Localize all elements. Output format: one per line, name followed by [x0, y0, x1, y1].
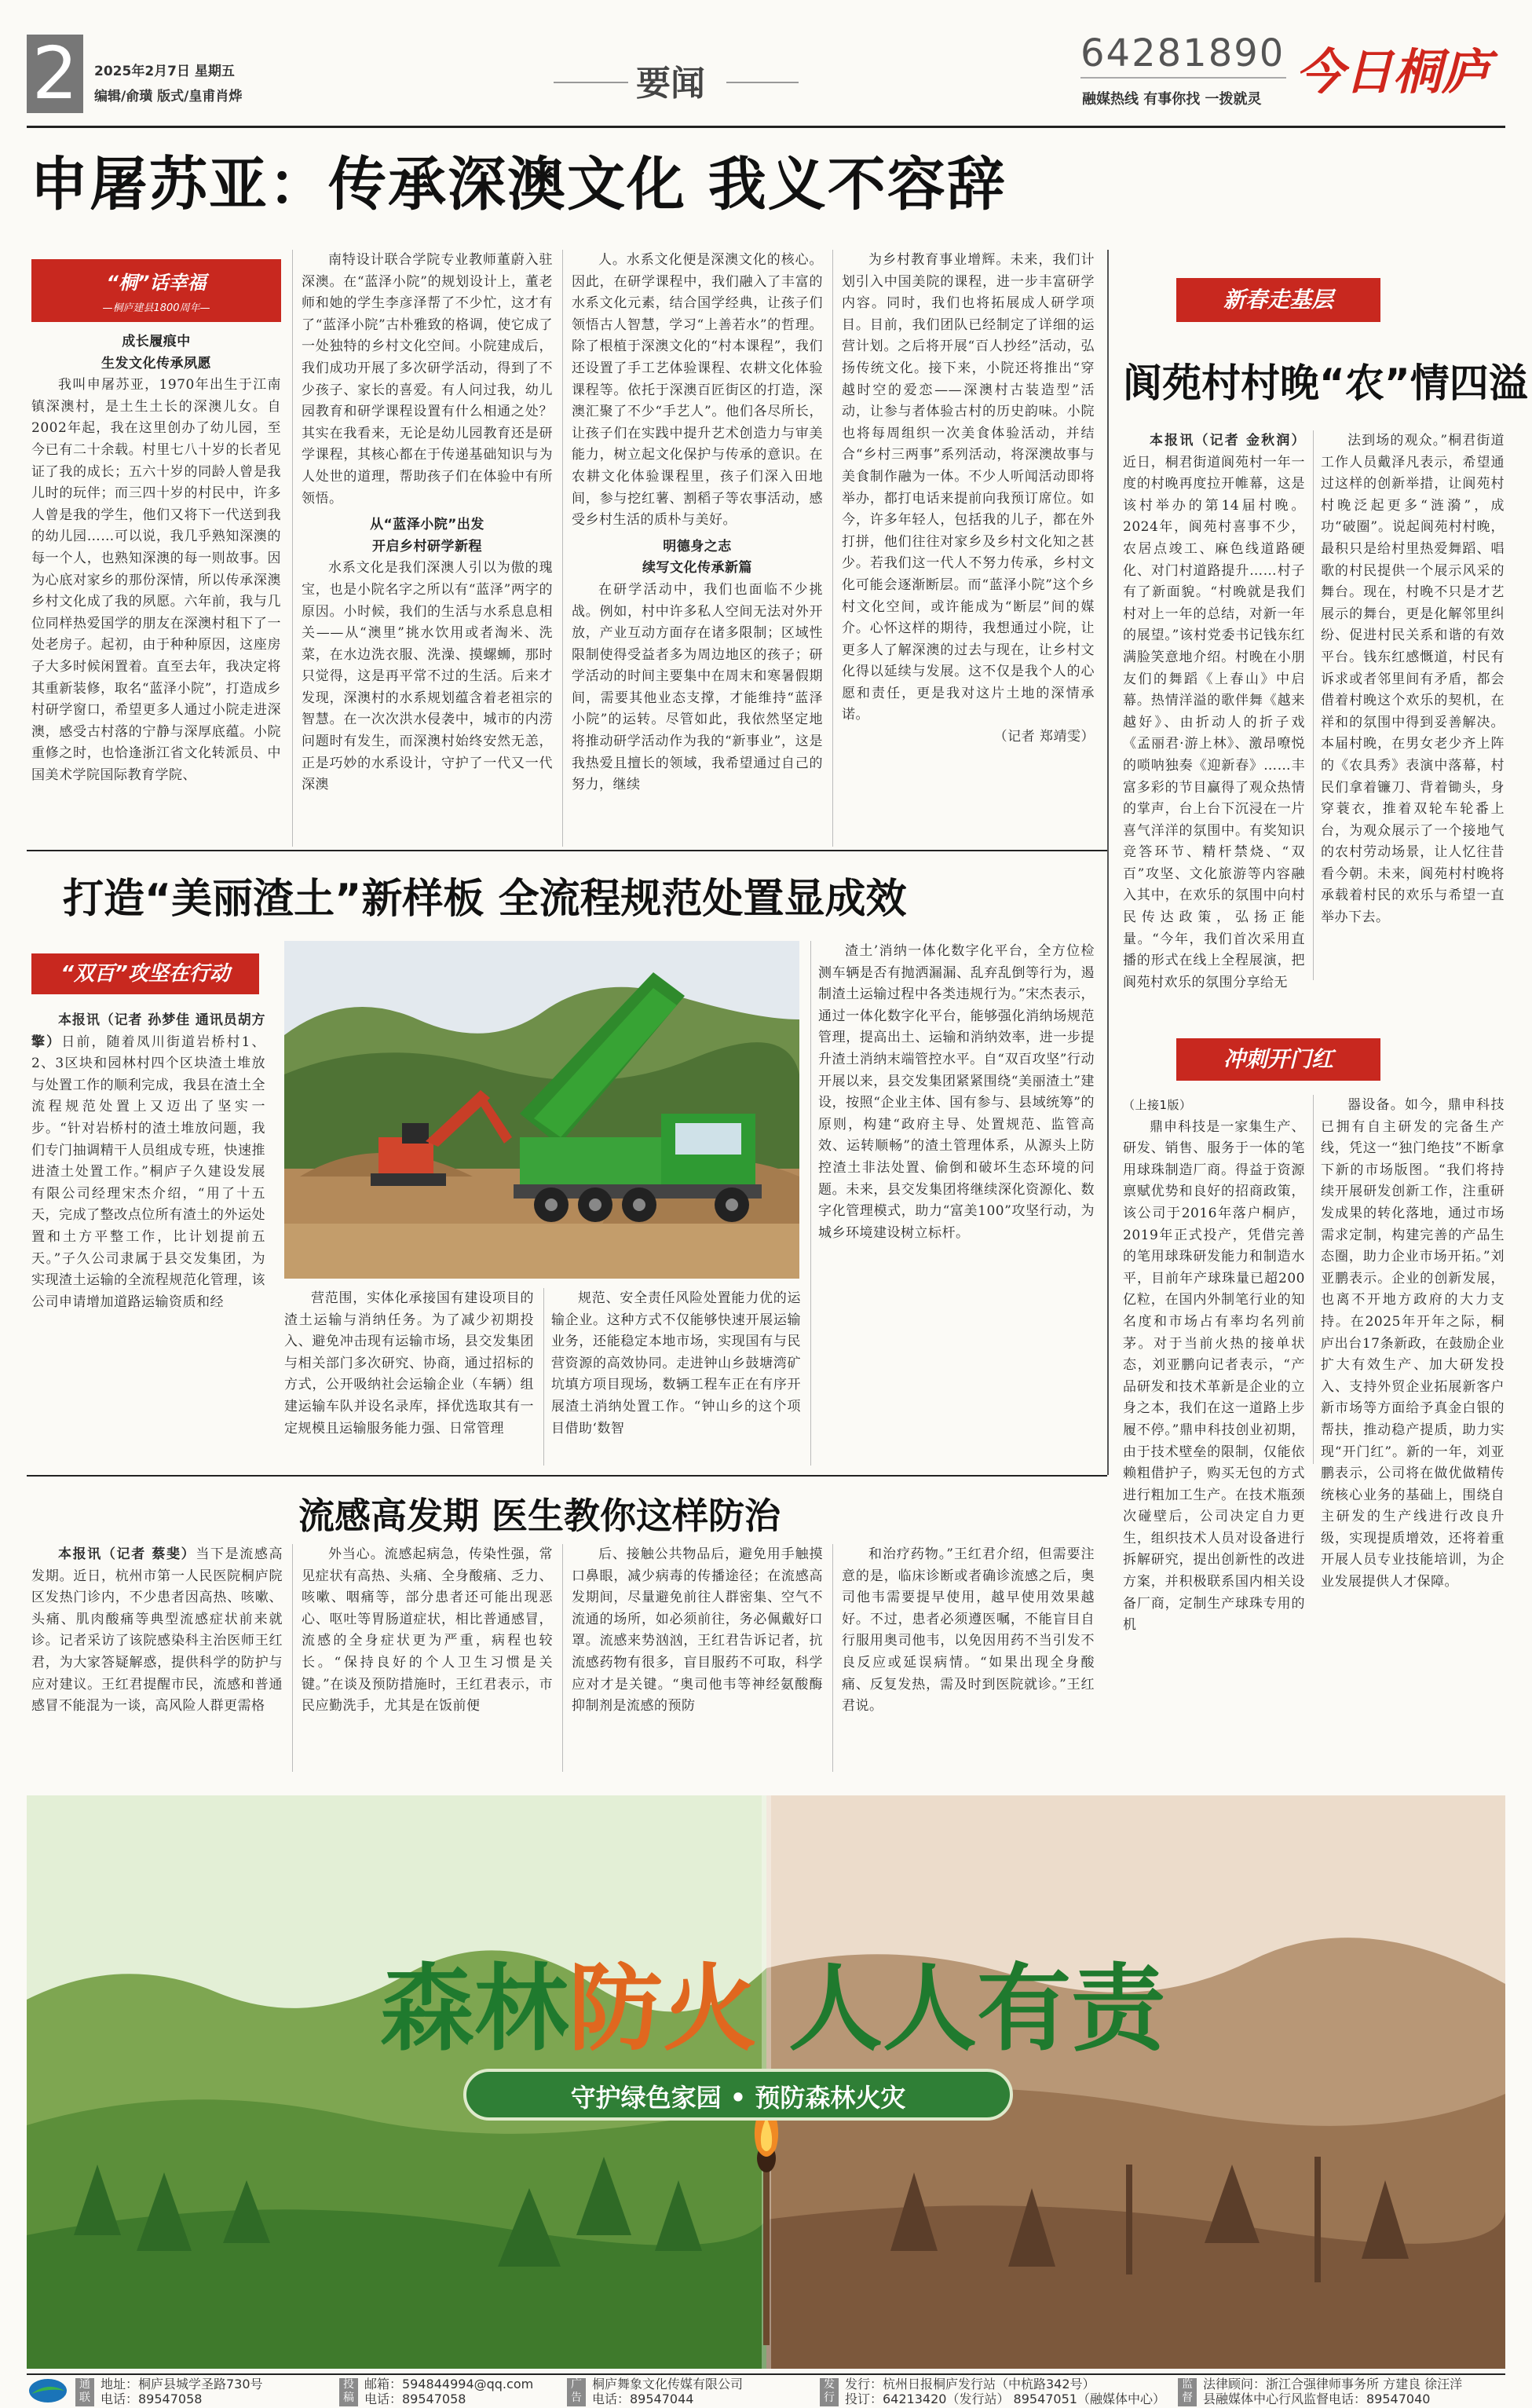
- lead-text-1: 我叫申屠苏亚，1970年出生于江南镇深澳村，是土生土长的深澳儿女。自2002年起，我在这里创办了幼儿园，至今已有二十余载。村里七八十岁的长者见证了我的成长；五六十岁的同龄人曾是我儿时的玩伴；而三四十岁的村民中，许多人曾是我的学生，他们又将下一代送到我的幼儿园……可以说，我几乎熟知深澳的每一个人，也熟知深澳的每一则故事。因为心底对家乡的那份深情，所以传承深澳乡村文化成了我的夙愿。六年前，我与几位同样热爱国学的朋友在深澳村租下了一处老房子。起初，由于种种原因，这座房子大多时候闲置着。直至去年，我决定将其重新装修，取名“蓝泽小院”，打造成乡村研学窗口，希望更多人通过小院走进深澳，感受古村落的宁静与深厚底蕴。小院重修之时，也恰逢浙江省文化转派员、中国美术学院国际教育学院、: [31, 377, 281, 783]
- masthead: [0, 0, 1532, 126]
- footer-sup-phone: 县融媒体中心行风监督电话：89547040: [1203, 2392, 1431, 2406]
- footer-supervisor: 法律顾问：浙江合强律师事务所 方建良 徐汪洋: [1203, 2377, 1463, 2392]
- ad-subline: 守护绿色家园 • 预防森林火灾: [463, 2069, 1013, 2121]
- footer-ad-label: 广告: [567, 2378, 586, 2406]
- second-lead: [31, 1010, 265, 1313]
- lead-text-3a: 人。水系文化便是深澳文化的核心。因此，在研学课程中，我们融入了丰富的水系文化元素，结合国学经典，让孩子们领悟古人智慧，学习“上善若水”的哲理。除了根植于深澳文化的“村本课程”，我们还设置了手工艺体验课程、农耕文化体验课程等。依托于深澳百匠街区的打造，深澳汇聚了不少“手艺人”。他们各尽所长，让孩子们在实践中提升艺术创造力与审美能力，树立起文化保护与传承的意识。在农耕文化体验课程里，孩子们深入田地间，参与挖红薯、割稻子等农事活动，感受乡村生活的质朴与美好。: [572, 252, 823, 529]
- hotline-underline: [1080, 77, 1286, 79]
- masthead-rule: [27, 126, 1505, 128]
- second-headline: 打造“美丽渣土”新样板 全流程规范处置显成效: [63, 876, 907, 923]
- side-headline: 阆苑村村晚“农”情四溢: [1123, 360, 1528, 406]
- footer-phone1: 电话：89547058: [101, 2392, 203, 2406]
- third-text-4: 和治疗药物。”王红君介绍，但需要注意的是，临床诊断或者确诊流感之后，奥司他韦需要提早使用，越早使用效果越好。不过，患者必须遵医嘱，不能盲目自行服用奥司他韦，以免因用药不当引发不良反应或延误病情。“如果出现全身酸痛、反复发热，需及时到医院就诊。”王红君说。: [842, 1546, 1095, 1715]
- footer-tougao-label: 投稿: [339, 2378, 358, 2406]
- lead-col-1: [31, 331, 281, 846]
- third-lead: [31, 1544, 283, 1718]
- third-text-2: 外当心。流感起病急，传染性强，常见症状有高热、头痛、全身酸痛、乏力、咳嗽、咽痛等，部分患者还可能出现恶心、呕吐等胃肠道症状，相比普通感冒，流感的全身症状更为严重，病程也较长。“保持良好的个人卫生习惯是关键。”在谈及预防措施时，王红君表示，市民应勤洗手，尤其是在饭前便: [302, 1546, 553, 1715]
- second-col-3: [551, 1288, 801, 1466]
- second-text-4: 渣土’消纳一体化数字化平台，全方位检测车辆是否有抛洒漏漏、乱弃乱倒等行为，遏制渣土运输过程中各类违规行为。”宋杰表示，通过一体化数字化平台，能够强化消纳场规范管理，提高出土、运输和消纳效率，进一步提升渣土消纳末端管控水平。自“双百攻坚”行动开展以来，县交发集团紧紧围绕“美丽渣土”建设，按照“企业主体、国有参与、县域统筹”的原则，构建“政府主导、处置规范、监管高效、运转顺畅”的渣土管理体系，从源头上防控渣土非法处置、偷倒和破坏生态环境的问题。未来，县交发集团将继续深化资源化、数字化管理模式，助力“富美100”攻坚行动，为城乡环境建设树立标杆。: [818, 943, 1095, 1241]
- section-divider-right: [726, 82, 799, 83]
- lead-headline: 申屠苏亚：传承深澳文化 我义不容辞: [30, 151, 1007, 218]
- section-title: 要闻: [636, 64, 705, 104]
- second-text-3: 规范、安全责任风险处置能力优的运输企业。这种方式不仅能够快速开展运输业务，还能稳定本地市场，实现国有与民营资源的高效协同。走进钟山乡鼓塘湾矿坑填方项目现场，数辆工程车正在有序开展渣土消纳处置工作。“钟山乡的这个项目借助‘数智: [551, 1290, 801, 1436]
- footer-address-label: 通联: [75, 2378, 94, 2406]
- ad-headline-part3: 人人有责: [788, 1955, 1165, 2064]
- hotline-number: 64281890: [1080, 31, 1285, 75]
- side-text-b: 法到场的观众。”桐君街道工作人员戴泽凡表示，希望通过这样的创新举措，让阆苑村村晚泛起更多“涟漪”，成功“破圈”。说起阆苑村村晚，最积只是给村里热爱舞蹈、唱歌的村民提供一个展示风采的舞台。现在，村晚不只是才艺展示的舞台，更是化解邻里纠纷、促进村民关系和谐的有效平台。钱东红感慨道，村民有诉求或者邻里间有矛盾，都会借着村晚这个欢乐的契机，在祥和的氛围中得到妥善解决。本届村晚，在男女老少齐上阵的《农具秀》表演中落幕，村民们拿着镰刀、背着锄头，身穿蓑衣，推着双轮车轮番上台，为观众展示了一个接地气的农村劳动场景，让人忆往昔看今朝。未来，阆苑村村晚将承载着村民的欢乐与希望一直举办下去。: [1321, 433, 1505, 926]
- fourth-tag: 冲刺开门红: [1176, 1038, 1380, 1081]
- fourth-text-a: 鼎申科技是一家集生产、研发、销售、服务于一体的笔用球珠制造厂商。得益于资源禀赋优势和良好的招商政策，该公司于2016年落户桐庐，2019年正式投产，凭借完善的笔用球珠研发能力和制造水平，目前年产球珠量已超200亿粒，在国内外制笔行业的知名度和市场占有率均名列前茅。对于当前火热的接单状态，刘亚鹏向记者表示，“产品研发和技术革新是企业的立身之本，我们在这一道路上步履不停。”鼎申科技创业初期，由于技术壁垒的限制，仅能依赖粗借护子，购买无包的方式进行粗加工生产。在技术瓶颈次碰壁后，公司决定自力更生，组织技术人员对设备进行拆解研究，提出创新性的改进方案，并积极联系国内相关设备厂商，定制生产球珠专用的机: [1123, 1118, 1305, 1634]
- footer-dist-label: 发行: [820, 2378, 839, 2406]
- footer: [27, 2377, 1505, 2408]
- ad-headline-part1: 森林: [380, 1955, 569, 2064]
- fourth-continued: （上接1版）: [1123, 1098, 1192, 1112]
- fourth-text-b: 器设备。如今，鼎申科技已拥有自主研发的完备生产线，凭这一“独门绝技”不断拿下新的市场版图。“我们将持续开展研发创新工作，注重研发成果的转化落地，通过市场需求定制，构建完善的产品生态圈，助力企业市场开拓。”刘亚鹏表示。企业的创新发展，也离不开地方政府的大力支持。在2025年开年之际，桐庐出台17条新政，在鼓励企业扩大有效生产、加大研发投入、支持外贸企业拓展新客户新市场等方面给予真金白银的帮扶，推动稳产提质，助力实现“开门红”。新的一年，刘亚鹏表示，公司将在做优做精传统核心业务的基础上，围绕自主研发的生产线进行改良升级，实现提质增效，还将着重开展人员专业技能培训，为企业发展提供人才保障。: [1321, 1097, 1505, 1590]
- lead-byline: （记者 郑靖雯）: [993, 729, 1095, 745]
- lead-sub1: 成长履痕中: [122, 334, 191, 349]
- lead-tag-title: “桐”话幸福: [106, 272, 207, 294]
- lead-text-2b: 水系文化是我们深澳人引以为傲的瑰宝，也是小院名字之所以有“蓝泽”两字的原因。小时候，我们的生活与水系息息相关——从“澳里”挑水饮用或者淘米、洗菜，在水边洗衣服、洗澡、摸螺蛳，那时只觉得，这是再平常不过的生活。后来才发现，深澳村的水系规划蕴含着老祖宗的智慧。在一次次洪水侵袭中，城市的内涝问题时有发生，而深澳村始终安然无恙，正是巧妙的水系设计，守护了一代又一代深澳: [302, 560, 553, 793]
- third-headline: 流感高发期 医生教你这样防治: [298, 1495, 781, 1537]
- lead-text-2a: 南特设计联合学院专业教师董蔚入驻深澳。在“蓝泽小院”的规划设计上，董老师和她的学生李彦泽帮了不少忙，这才有了“蓝泽小院”古朴雅致的格调，使它成了一处独特的乡村文化空间。小院建成后，我们成功开展了多次研学活动，得到了不少孩子、家长的喜爱。有人问过我，幼儿园教育和研学课程设置有什么相通之处？其实在我看来，无论是幼儿园教育还是研学课程，其核心都在于传递基础知识与为人处世的道理，帮助孩子们在体验中有所领悟。: [302, 252, 553, 507]
- hotline-slogan: 融媒热线 有事你找 一拨就灵: [1082, 91, 1262, 108]
- lead-col-4: [842, 250, 1095, 847]
- side-col-b: [1321, 430, 1505, 980]
- lead-tag: [31, 259, 281, 322]
- footer-address: 地址：桐庐县城学圣路730号: [101, 2377, 263, 2392]
- truck-photo: [284, 941, 799, 1279]
- third-text-1: 当下是流感高发期。近日，杭州市第一人民医院桐庐院区发热门诊内，不少患者因高热、咳嗽、头痛、肌肉酸痛等典型流感症状前来就诊。记者采访了该院感染科主治医师王红君，为大家答疑解惑，提供科学的防护与应对建议。王红君提醒市民，流感和普通感冒不能混为一谈，高风险人群更需格: [31, 1546, 283, 1715]
- footer-phone2: 电话：89547058: [364, 2392, 466, 2406]
- second-col-1: [31, 1010, 265, 1466]
- footer-dist-phone: 投订：64213420（发行站） 89547051（融媒体中心）: [845, 2392, 1165, 2406]
- editor-line: 编辑/俞璜 版式/皇甫肖烨: [94, 89, 243, 104]
- lead-text-4: 为乡村教育事业增辉。未来，我们计划引入中国美院的课程，进一步丰富研学内容。同时，我们也将拓展成人研学项目。目前，我们团队已经制定了详细的运营计划。之后将开展“百人抄经”活动，弘扬传统文化。接下来，小院还将推出“穿越时空的爱恋——深澳村古装造型”活动，让参与者体验古村的历史韵味。小院也将每周组织一次美食体验活动，并结合“乡村三两事”系列活动，将深澳故事与美食制作融为一体。不少人听闻活动即将举办，都打电话来提前向我预订席位。如今，许多年轻人，包括我的儿子，都在外打拼，他们往往对家乡及乡村文化知之甚少。若我们这一代人不努力传承，乡村文化可能会逐渐断层。而“蓝泽小院”这个乡村文化空间，或许能成为“断层”间的媒介。心怀这样的期待，我想通过小院，让更多人了解深澳的过去与现在，让乡村文化得以延续与发展。这不仅是我个人的心愿和责任，更是我对这片土地的深情承诺。: [842, 252, 1095, 723]
- third-col-3: [572, 1544, 823, 1772]
- second-text-2: 营范围，实体化承接国有建设项目的渣土运输与消纳任务。为了减少初期投入、避免冲击现有运输市场，县交发集团与相关部门多次研究、协商，通过招标的方式，公开吸纳社会运输企业（车辆）组建运输车队并设名录库，择优选取其有一定规模且运输服务能力强、日常管理: [284, 1290, 534, 1436]
- lead-col-2: [302, 250, 553, 847]
- footer-ad-company: 桐庐舞象文化传媒有限公司: [592, 2377, 744, 2392]
- lead-tag-sub: —桐庐建县1800周年—: [102, 302, 210, 314]
- lead-col-3: [572, 250, 823, 847]
- paper-name-logo: 今日桐庐: [1296, 43, 1491, 101]
- side-reporter: 本报讯（记者 金秋润）: [1150, 433, 1305, 448]
- second-col-4: [818, 941, 1095, 1466]
- section-divider-left: [554, 82, 628, 83]
- footer-email: 邮箱：594844994@qq.com: [364, 2377, 534, 2392]
- third-col-1: [31, 1544, 283, 1772]
- third-col-4: [842, 1544, 1095, 1772]
- lead-sub2: 从“蓝泽小院”出发: [370, 517, 484, 533]
- footer-phone3: 电话：89547044: [592, 2392, 694, 2406]
- lead-sub1b: 生发文化传承夙愿: [101, 355, 211, 371]
- third-text-3: 后、接触公共物品后，避免用手触摸口鼻眼，减少病毒的传播途径；在流感高发期间，尽量避免前往人群密集、空气不流通的场所，如必须前往，务必佩戴好口罩。流感来势汹汹，王红君告诉记者，抗流感药物有很多，盲目服药不可取，科学应对才是关键。“奥司他韦等神经氨酸酶抑制剂是流感的预防: [572, 1546, 823, 1715]
- ad-headline-part2: 防火: [569, 1955, 757, 2064]
- footer-logo: [27, 2377, 69, 2405]
- forest-fire-ad: [27, 1795, 1505, 2369]
- footer-dist: 发行：杭州日报桐庐发行站（中杭路342号）: [845, 2377, 1095, 2392]
- lead-text-3b: 在研学活动中，我们也面临不少挑战。例如，村中许多私人空间无法对外开放，产业互动方面存在诸多限制；区域性限制使得受益者多为周边地区的孩子；研学活动的时间主要集中在周末和寒暑假期间，需要其他业态支撑，才能维持“蓝泽小院”的运转。尽管如此，我依然坚定地将推动研学活动作为我的“新事业”，这是我热爱且擅长的领域，我希望通过自己的努力，继续: [572, 581, 823, 793]
- third-col-2: [302, 1544, 553, 1772]
- second-tag: “双百”攻坚在行动: [31, 953, 259, 994]
- lead-sub3b: 续写文化传承新篇: [642, 560, 752, 576]
- side-col-a: [1123, 430, 1305, 990]
- lead-sub3: 明德身之志: [663, 538, 732, 554]
- side-lead: [1123, 430, 1305, 994]
- second-col-2: [284, 1288, 534, 1466]
- page-number: 2: [27, 35, 83, 113]
- lead-sub2b: 开启乡村研学新程: [372, 538, 482, 554]
- side-text-a: 近日，桐君街道阆苑村一年一度的村晚再度拉开帷幕，这是该村举办的第14届村晚。2024年，阆苑村喜事不少，农居点竣工、麻色线道路硬化、对门村道路提升……村子有了新面貌。“村晚就是我们村对上一年的总结，对新一年的展望。”该村党委书记钱东红满脸笑意地介绍。村晚在小朋友们的舞蹈《上春山》中启幕。热情洋溢的歌伴舞《越来越好》、由折动人的折子戏《孟丽君·游上林》、激昂嘹悦的唢呐独奏《迎新春》……丰富多彩的节目赢得了观众热情的掌声，台上台下沉浸在一片喜气洋洋的氛围中。有奖知识竞答环节、精杆禁烧、“双百”攻坚、文化旅游等内容融入其中，在欢乐的氛围中向村民传达政策，弘扬正能量。“今年，我们首次采用直播的形式在线上全程展演，把阆苑村欢乐的氛围分享给无: [1123, 454, 1305, 990]
- second-text-1: 日前，随着凤川街道岩桥村1、2、3区块和园林村四个区块渣土堆放与处置工作的顺利完成，我县在渣土全流程规范处置上又迈出了坚实一步。“针对岩桥村的渣土堆放问题，我们专门抽调精干人员组成专班，快速推进渣土处置工作。”桐庐子久建设发展有限公司经理宋杰介绍，“用了十五天，完成了整改点位所有渣土的外运处置和土方平整工作，比计划提前五天。”子久公司隶属于县交发集团，为实现渣土运输的全流程规范化管理，该公司申请增加道路运输资质和经: [31, 1034, 265, 1310]
- ad-headline: [262, 1934, 1283, 2069]
- third-reporter: 本报讯（记者 蔡斐）: [58, 1546, 196, 1562]
- footer-sup-label: 监督: [1178, 2378, 1197, 2406]
- right-column-divider: [1107, 250, 1109, 1475]
- second-reporter: 本报讯（记者 孙梦佳 通讯员胡方擎）: [31, 1012, 265, 1050]
- date-line: 2025年2月7日 星期五: [94, 64, 235, 79]
- side-tag: 新春走基层: [1176, 278, 1380, 322]
